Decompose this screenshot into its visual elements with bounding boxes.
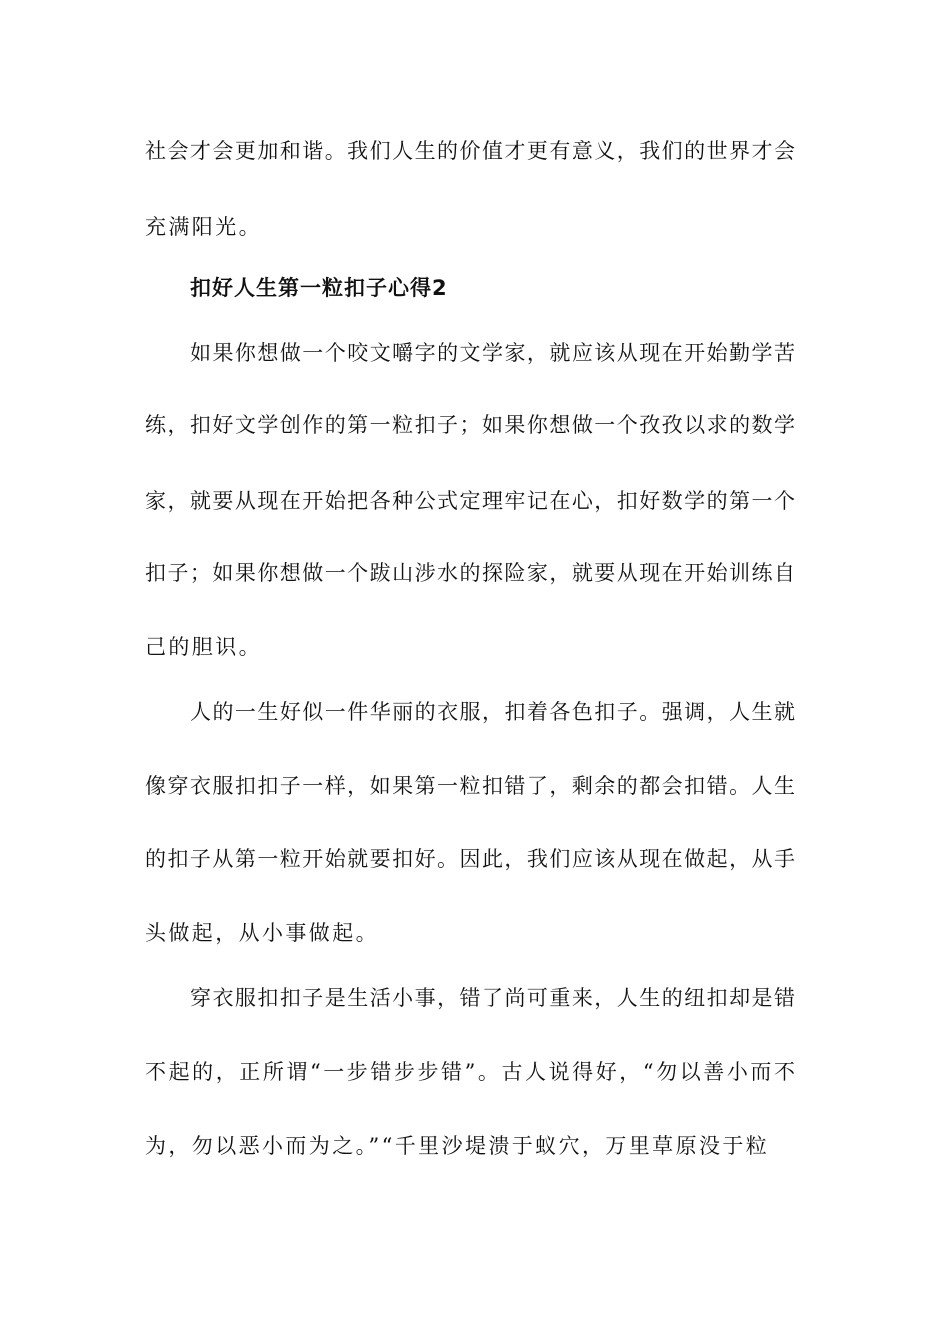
text-line: 穿衣服扣扣子是生活小事，错了尚可重来，人生的纽扣却是错 [190,986,795,1010]
text-line: 像穿衣服扣扣子一样，如果第一粒扣错了，剩余的都会扣错。人生 [145,774,795,798]
text-line: 不起的，正所谓“一步错步步错”。古人说得好，“勿以善小而不 [145,1060,795,1084]
text-line: 社会才会更加和谐。我们人生的价值才更有意义，我们的世界才会 [145,139,795,163]
text-line: 如果你想做一个咬文嚼字的文学家，就应该从现在开始勤学苦 [190,341,795,365]
text-line: 己的胆识。 [145,635,262,659]
text-line: 练，扣好文学创作的第一粒扣子；如果你想做一个孜孜以求的数学 [145,413,795,437]
text-line: 家，就要从现在开始把各种公式定理牢记在心，扣好数学的第一个 [145,489,795,513]
text-line: 的扣子从第一粒开始就要扣好。因此，我们应该从现在做起，从手 [145,847,795,871]
text-line: 人的一生好似一件华丽的衣服，扣着各色扣子。强调，人生就 [190,700,795,724]
text-line: 为，勿以恶小而为之。”“千里沙堤溃于蚁穴，万里草原没于粒 [145,1134,770,1158]
section-heading: 扣好人生第一粒扣子心得2 [190,276,448,300]
text-line: 充满阳光。 [145,215,262,239]
text-line: 扣子；如果你想做一个跋山涉水的探险家，就要从现在开始训练自 [145,561,795,585]
text-line: 头做起，从小事做起。 [145,921,379,945]
